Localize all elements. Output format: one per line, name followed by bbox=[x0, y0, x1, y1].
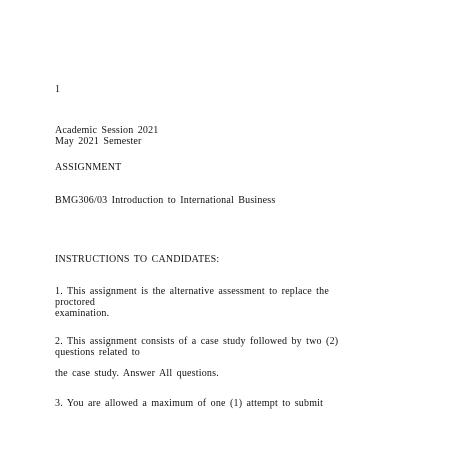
assignment-heading: ASSIGNMENT bbox=[55, 162, 122, 173]
instruction-2-line-3: the case study. Answer All questions. bbox=[55, 368, 219, 379]
instruction-1-line-3: examination. bbox=[55, 308, 110, 319]
instructions-heading: INSTRUCTIONS TO CANDIDATES: bbox=[55, 254, 220, 265]
instruction-3-line-1: 3. You are allowed a maximum of one (1) attempt to submit bbox=[55, 398, 324, 409]
instruction-1-line-1: 1. This assignment is the alternative assessment to replace the bbox=[55, 286, 329, 297]
page-number: 1 bbox=[55, 84, 61, 95]
instruction-1-line-2: proctored bbox=[55, 297, 96, 308]
instruction-2-line-2: questions related to bbox=[55, 347, 140, 358]
instruction-2-line-1: 2. This assignment consists of a case study followed by two (2) bbox=[55, 336, 339, 347]
academic-session: Academic Session 2021 bbox=[55, 125, 159, 136]
semester: May 2021 Semester bbox=[55, 136, 142, 147]
course-title: BMG306/03 Introduction to International Business bbox=[55, 195, 276, 206]
